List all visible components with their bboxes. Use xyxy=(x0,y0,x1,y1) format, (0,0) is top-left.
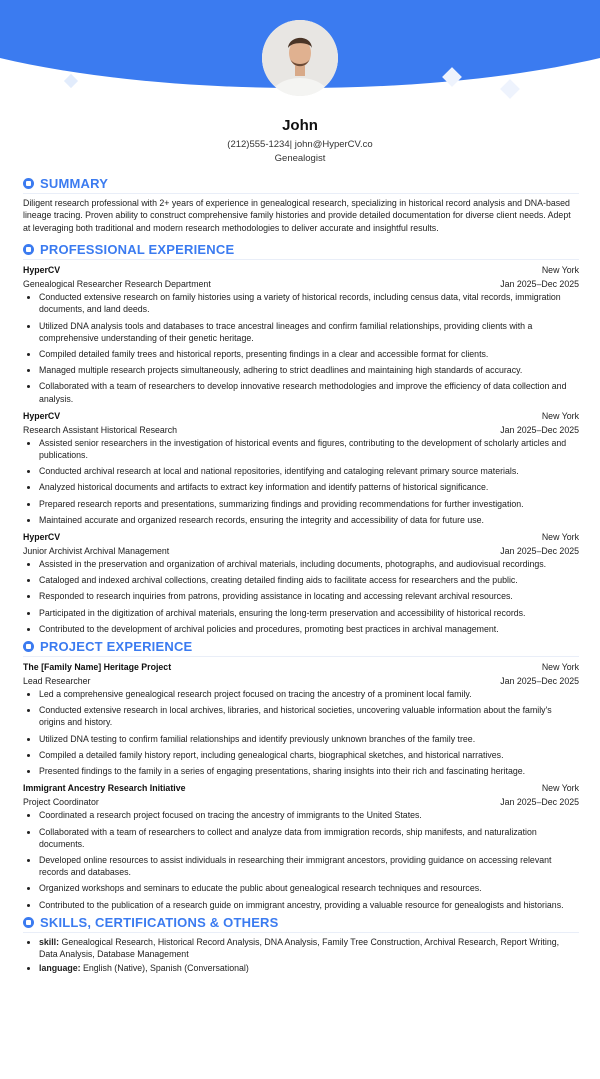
experience-entry xyxy=(23,530,579,635)
dates: Jan 2025–Dec 2025 xyxy=(500,546,579,557)
location: New York xyxy=(541,662,579,673)
bullet: • Analyzed historical documents and artifacts to extract key information and identify patterns of historical significance. xyxy=(39,481,579,493)
dates: Jan 2025–Dec 2025 xyxy=(500,424,579,435)
dates: Jan 2025–Dec 2025 xyxy=(500,279,579,290)
location: New York xyxy=(541,410,579,421)
project-icon xyxy=(23,641,34,652)
bullet: • Presented findings to the family in a series of engaging presentations, sharing insights into their rich and fascinating heritage. xyxy=(39,765,579,777)
project-entry xyxy=(23,781,579,910)
skills-list xyxy=(23,936,579,975)
candidate-name: John xyxy=(282,117,318,134)
experience-header xyxy=(23,242,579,260)
bullet: • Assisted senior researchers in the investigation of historical events and figures, contributing to the development of scholarly articles and publications. xyxy=(39,437,579,461)
dates: Jan 2025–Dec 2025 xyxy=(500,676,579,687)
avatar xyxy=(262,20,338,96)
summary-text: Diligent research professional with 2+ years of experience in genealogical research, specializing in historical record analysis and DNA-based lineage tracing. Proven ability to construct comprehensive family histories and provide detailed documentation for diverse client needs. Adept at leveraging both traditional and modern research methodologies to deliver accurate and insightful results. xyxy=(23,198,571,233)
role: Junior Archivist Archival Management xyxy=(23,546,170,557)
contact-info: (212)555-1234| john@HyperCV.co xyxy=(227,139,373,150)
language-item xyxy=(39,962,579,974)
experience-entry xyxy=(23,409,579,526)
projects-header xyxy=(23,639,579,657)
project-name: Immigrant Ancestry Research Initiative xyxy=(23,783,186,794)
organization: HyperCV xyxy=(23,410,61,421)
bullet: • Managed multiple research projects simultaneously, adhering to strict deadlines and maintaining high standards of accuracy. xyxy=(39,364,579,376)
role: Genealogical Researcher Research Department xyxy=(23,279,211,290)
projects-heading: PROJECT EXPERIENCE xyxy=(40,639,193,655)
skill-label: skill: xyxy=(39,936,60,947)
organization: HyperCV xyxy=(23,532,61,543)
skills-section xyxy=(23,915,579,975)
bullet: • Utilized DNA analysis tools and databases to trace ancestral lineages and confirm familial relationships, providing clients with a comprehensive understanding of their genetic heritage. xyxy=(39,320,579,344)
bullet: • Compiled detailed family trees and historical reports, presenting findings in a clear and accessible format for clients. xyxy=(39,348,579,360)
dates: Jan 2025–Dec 2025 xyxy=(500,797,579,808)
language-label: language: xyxy=(39,963,81,974)
summary-section xyxy=(23,176,579,234)
bullet: • Conducted extensive research in local archives, libraries, and historical societies, uncovering valuable information about the family's origins and history. xyxy=(39,704,579,728)
experience-heading: PROFESSIONAL EXPERIENCE xyxy=(40,242,235,258)
summary-icon xyxy=(23,178,34,189)
bullet-list xyxy=(23,291,579,405)
organization: HyperCV xyxy=(23,265,61,276)
bullet: • Conducted extensive research on family histories using a variety of historical records, including census data, vital records, immigration documents, and land deeds. xyxy=(39,291,579,315)
bullet: • Maintained accurate and organized research records, ensuring the integrity and accessibility of data for future use. xyxy=(39,514,579,526)
bullet: • Participated in the digitization of archival materials, ensuring the long-term preservation and accessibility of historical records. xyxy=(39,607,579,619)
bullet-list xyxy=(23,558,579,635)
briefcase-icon xyxy=(23,244,34,255)
bullet: • Utilized DNA testing to confirm familial relationships and identify previously unknown branches of the family tree. xyxy=(39,733,579,745)
bullet: • Responded to research inquiries from patrons, providing assistance in locating and accessing relevant archival resources. xyxy=(39,590,579,602)
skills-header xyxy=(23,915,579,933)
bullet: • Compiled a detailed family history report, including genealogical charts, biographical sketches, and historical narratives. xyxy=(39,749,579,761)
language-value: English (Native), Spanish (Conversational) xyxy=(83,963,249,974)
bullet: • Conducted archival research at local and national repositories, identifying and cataloging relevant primary source materials. xyxy=(39,465,579,477)
resume-body xyxy=(23,176,579,978)
projects-section xyxy=(23,639,579,911)
bullet: • Collaborated with a team of researchers to collect and analyze data from immigration records, ship manifests, and naturalization documents. xyxy=(39,826,579,850)
bullet-list xyxy=(23,437,579,526)
skills-heading: SKILLS, CERTIFICATIONS & OTHERS xyxy=(40,914,279,930)
role: Lead Researcher xyxy=(23,676,91,687)
location: New York xyxy=(541,532,579,543)
job-title: Genealogist xyxy=(274,153,326,164)
location: New York xyxy=(541,265,579,276)
location: New York xyxy=(541,783,579,794)
project-name: The [Family Name] Heritage Project xyxy=(23,662,172,673)
bullet: • Assisted in the preservation and organization of archival materials, including documents, photographs, and audiovisual recordings. xyxy=(39,558,579,570)
bullet: • Contributed to the development of archival policies and procedures, promoting best practices in archival management. xyxy=(39,623,579,635)
bullet: • Contributed to the publication of a research guide on immigrant ancestry, providing a valuable resource for genealogists and historians. xyxy=(39,899,579,911)
bullet: • Coordinated a research project focused on tracing the ancestry of immigrants to the United States. xyxy=(39,809,579,821)
summary-heading: SUMMARY xyxy=(40,176,109,191)
experience-entry xyxy=(23,263,579,405)
experience-section xyxy=(23,242,579,635)
bullet: • Led a comprehensive genealogical research project focused on tracing the ancestry of a prominent local family. xyxy=(39,688,579,700)
bullet: • Collaborated with a team of researchers to develop innovative research methodologies and improve the efficiency of data collection and analysis. xyxy=(39,380,579,404)
bullet: • Cataloged and indexed archival collections, creating detailed finding aids to facilitate access for researchers and the public. xyxy=(39,574,579,586)
bullet: • Developed online resources to assist individuals in researching their immigrant ancestors, providing guidance on accessing relevant records and databases. xyxy=(39,854,579,878)
skill-value: Genealogical Research, Historical Record Analysis, DNA Analysis, Family Tree Construction, Archival Research, Report Writing, Data Analysis, Database Management xyxy=(39,936,560,959)
role: Project Coordinator xyxy=(23,797,99,808)
skill-item xyxy=(39,936,579,960)
bullet: • Prepared research reports and presentations, summarizing findings and providing recommendations for further investigation. xyxy=(39,498,579,510)
summary-header xyxy=(23,176,579,194)
bullet-list xyxy=(23,809,579,910)
project-entry xyxy=(23,660,579,777)
role: Research Assistant Historical Research xyxy=(23,424,178,435)
grid-icon xyxy=(23,917,34,928)
bullet: • Organized workshops and seminars to educate the public about genealogical research techniques and resources. xyxy=(39,882,579,894)
bullet-list xyxy=(23,688,579,777)
